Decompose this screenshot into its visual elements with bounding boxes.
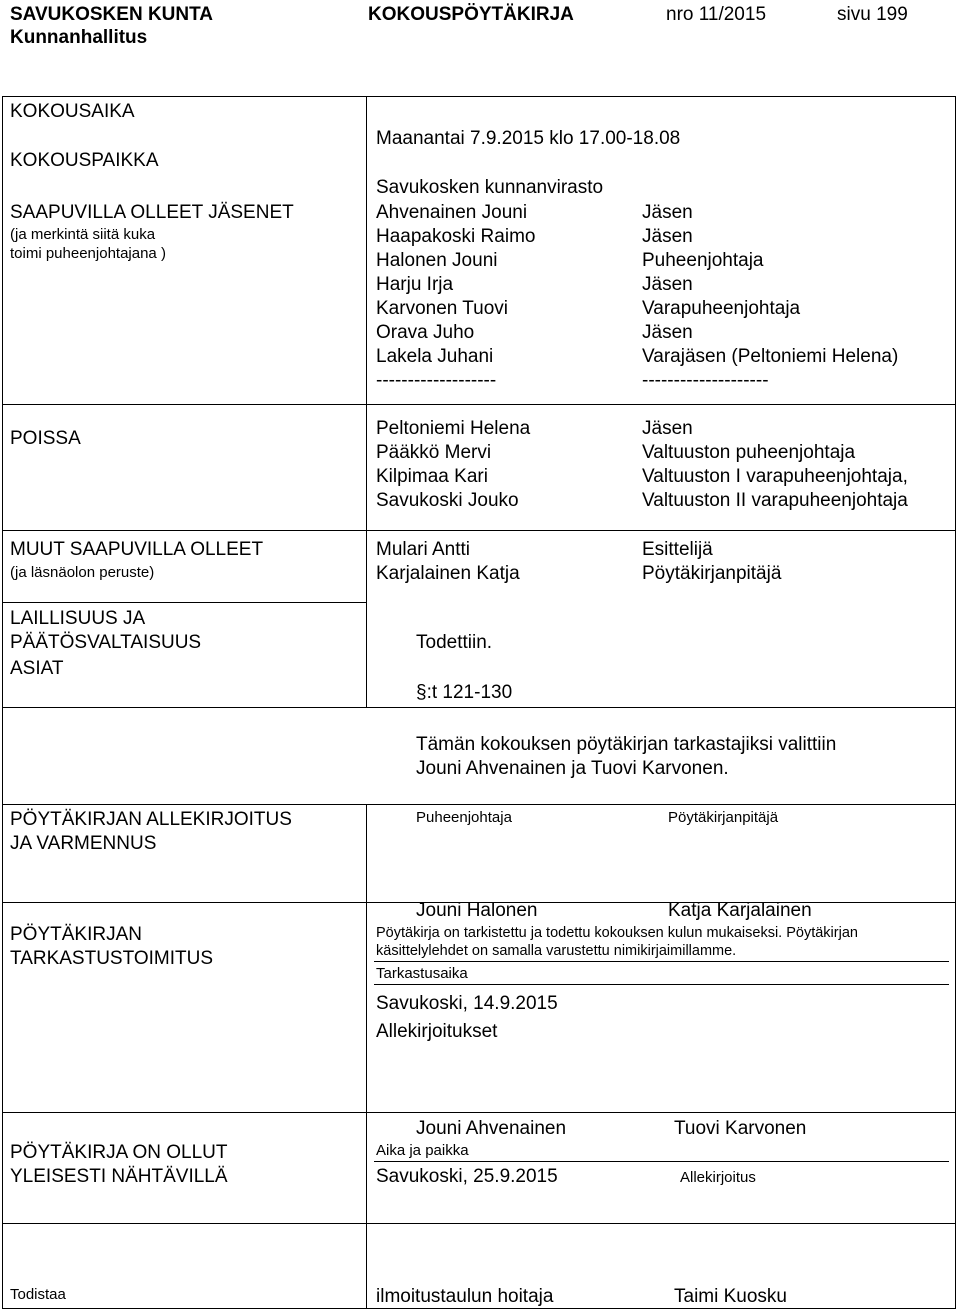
member-name: Karjalainen Katja [376,563,520,584]
member-role: Pöytäkirjanpitäjä [642,563,782,584]
document-type: KOKOUSPÖYTÄKIRJA [368,4,574,25]
present-label-note: toimi puheenjohtajana ) [10,245,166,262]
secretary-name: Katja Karjalainen [668,900,812,921]
others-label-note: (ja läsnäolon peruste) [10,564,155,581]
member-name: Ahvenainen Jouni [376,202,528,223]
certifier-role: ilmoitustaulun hoitaja [376,1286,554,1307]
meeting-time-label: KOKOUSAIKA [10,101,135,122]
review-label: PÖYTÄKIRJAN [10,924,142,945]
review-time-label: Tarkastusaika [376,965,468,982]
public-divider [374,1161,949,1162]
member-role: Puheenjohtaja [642,250,764,271]
review-divider [374,961,949,962]
member-name: Kilpimaa Kari [376,466,488,487]
legality-value: Todettiin. [416,632,493,653]
reviewers-chosen: Tämän kokouksen pöytäkirjan tarkastajiksi valittiin [416,734,837,755]
public-signature-label: Allekirjoitus [680,1169,756,1186]
page-number: sivu 199 [837,4,908,25]
member-role: Valtuuston puheenjohtaja [642,442,856,463]
org-name: SAVUKOSKEN KUNTA [10,4,214,25]
public-label: PÖYTÄKIRJA ON OLLUT [10,1142,228,1163]
others-label: MUUT SAAPUVILLA OLLEET [10,539,264,560]
signature-label: JA VARMENNUS [10,833,157,854]
legality-label: LAILLISUUS JA [10,608,146,629]
member-role: Valtuuston II varapuheenjohtaja [642,490,908,511]
review-signatures-label: Allekirjoitukset [376,1021,498,1042]
section-sign: § [416,682,427,703]
absent-label: POISSA [10,428,81,449]
member-role: Valtuuston I varapuheenjohtaja, [642,466,908,487]
public-time-place-label: Aika ja paikka [376,1142,469,1159]
review-divider [374,984,949,985]
member-name: Haapakoski Raimo [376,226,536,247]
public-place-date: Savukoski, 25.9.2015 [376,1166,558,1187]
meeting-place-value: Savukosken kunnanvirasto [376,177,604,198]
member-name: Karvonen Tuovi [376,298,509,319]
dash-separator: -------------------- [642,370,769,391]
signature-label: PÖYTÄKIRJAN ALLEKIRJOITUS [10,809,292,830]
member-name: Savukoski Jouko [376,490,519,511]
member-name: Pääkkö Mervi [376,442,492,463]
present-label: SAAPUVILLA OLLEET JÄSENET [10,202,294,223]
chair-name: Jouni Halonen [416,900,538,921]
member-role: Esittelijä [642,539,713,560]
member-role: Jäsen [642,322,693,343]
items-value: §:t 121-130 [416,682,513,703]
public-label: YLEISESTI NÄHTÄVILLÄ [10,1166,228,1187]
meeting-time-value: Maanantai 7.9.2015 klo 17.00-18.08 [376,128,681,149]
review-label: TARKASTUSTOIMITUS [10,948,214,969]
secretary-title: Pöytäkirjanpitäjä [668,809,779,826]
body-name: Kunnanhallitus [10,27,148,48]
member-role: Varapuheenjohtaja [642,298,801,319]
items-label: ASIAT [10,658,64,679]
member-role: Jäsen [642,418,693,439]
certifier-name: Taimi Kuosku [674,1286,787,1307]
dash-separator: ------------------- [376,370,497,391]
certifies-label: Todistaa [10,1286,66,1303]
review-statement: käsittelylehdet on samalla varustettu nimikirjaimillamme. [376,943,737,959]
reviewer-name: Tuovi Karvonen [674,1118,807,1139]
member-role: Jäsen [642,274,693,295]
member-name: Halonen Jouni [376,250,498,271]
present-label-note: (ja merkintä siitä kuka [10,226,156,243]
legality-label: PÄÄTÖSVALTAISUUS [10,632,202,653]
reviewers-chosen: Jouni Ahvenainen ja Tuovi Karvonen. [416,758,729,779]
member-name: Lakela Juhani [376,346,494,367]
member-role: Varajäsen (Peltoniemi Helena) [642,346,899,367]
member-name: Mulari Antti [376,539,470,560]
member-name: Peltoniemi Helena [376,418,531,439]
chair-title: Puheenjohtaja [416,809,512,826]
member-role: Jäsen [642,226,693,247]
document-number: nro 11/2015 [666,4,767,25]
member-name: Orava Juho [376,322,475,343]
member-name: Harju Irja [376,274,454,295]
meeting-place-label: KOKOUSPAIKKA [10,150,159,171]
member-role: Jäsen [642,202,693,223]
review-place-date: Savukoski, 14.9.2015 [376,993,558,1014]
review-statement: Pöytäkirja on tarkistettu ja todettu kokouksen kulun mukaiseksi. Pöytäkirjan [376,925,858,941]
reviewer-name: Jouni Ahvenainen [416,1118,567,1139]
